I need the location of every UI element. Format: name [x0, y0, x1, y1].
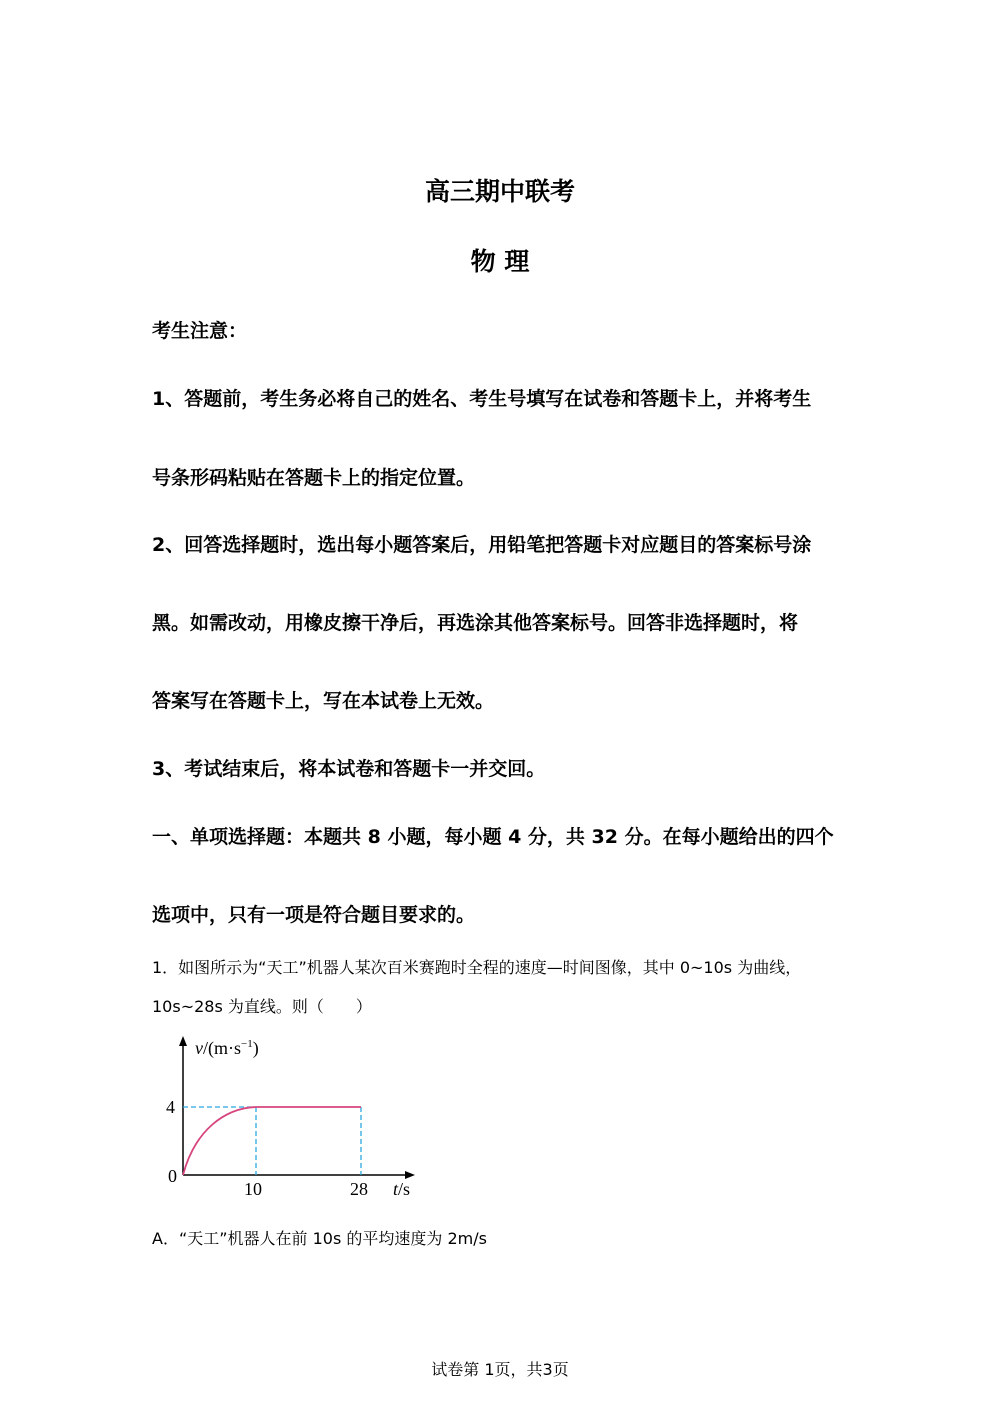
notice-heading: 考生注意： [152, 320, 248, 342]
x-axis-label: t/s [393, 1179, 411, 1199]
section-heading: 选项中，只有一项是符合题目要求的。 [152, 904, 476, 926]
exam-title: 高三期中联考 [424, 177, 575, 206]
notice-line: 黑。如需改动，用橡皮擦干净后，再选涂其他答案标号。回答非选择题时，将 [152, 612, 799, 634]
x-tick-label: 10 [244, 1179, 262, 1199]
y-axis-arrow [179, 1036, 187, 1046]
x-axis-arrow [405, 1171, 415, 1179]
notice-line: 1、答题前，考生务必将自己的姓名、考生号填写在试卷和答题卡上，并将考生 [152, 388, 812, 410]
velocity-time-graph [150, 1030, 430, 1205]
page-footer: 试卷第 1页，共3页 [431, 1360, 569, 1379]
question-1-stem: 10s~28s 为直线。则（ ） [152, 997, 372, 1016]
question-1-option-a: A．“天工”机器人在前 10s 的平均速度为 2m/s [152, 1229, 487, 1248]
origin-label: 0 [168, 1166, 177, 1186]
question-1-stem: 1．如图所示为“天工”机器人某次百米赛跑时全程的速度—时间图像，其中 0~10s 为曲线， [152, 958, 802, 977]
x-tick-label: 28 [350, 1179, 368, 1199]
section-heading: 一、单项选择题：本题共 8 小题，每小题 4 分，共 32 分。在每小题给出的四个 [152, 826, 834, 848]
y-tick-label: 4 [166, 1097, 175, 1117]
notice-line: 2、回答选择题时，选出每小题答案后，用铅笔把答题卡对应题目的答案标号涂 [152, 534, 812, 556]
notice-line: 3、考试结束后，将本试卷和答题卡一并交回。 [152, 758, 546, 780]
notice-line: 号条形码粘贴在答题卡上的指定位置。 [152, 467, 476, 489]
y-axis-label: $v/(m\cdot s^{-1})$ [195, 1038, 259, 1058]
notice-line: 答案写在答题卡上，写在本试卷上无效。 [152, 690, 495, 712]
velocity-curve [183, 1107, 361, 1175]
subject-title: 物 理 [470, 247, 530, 276]
